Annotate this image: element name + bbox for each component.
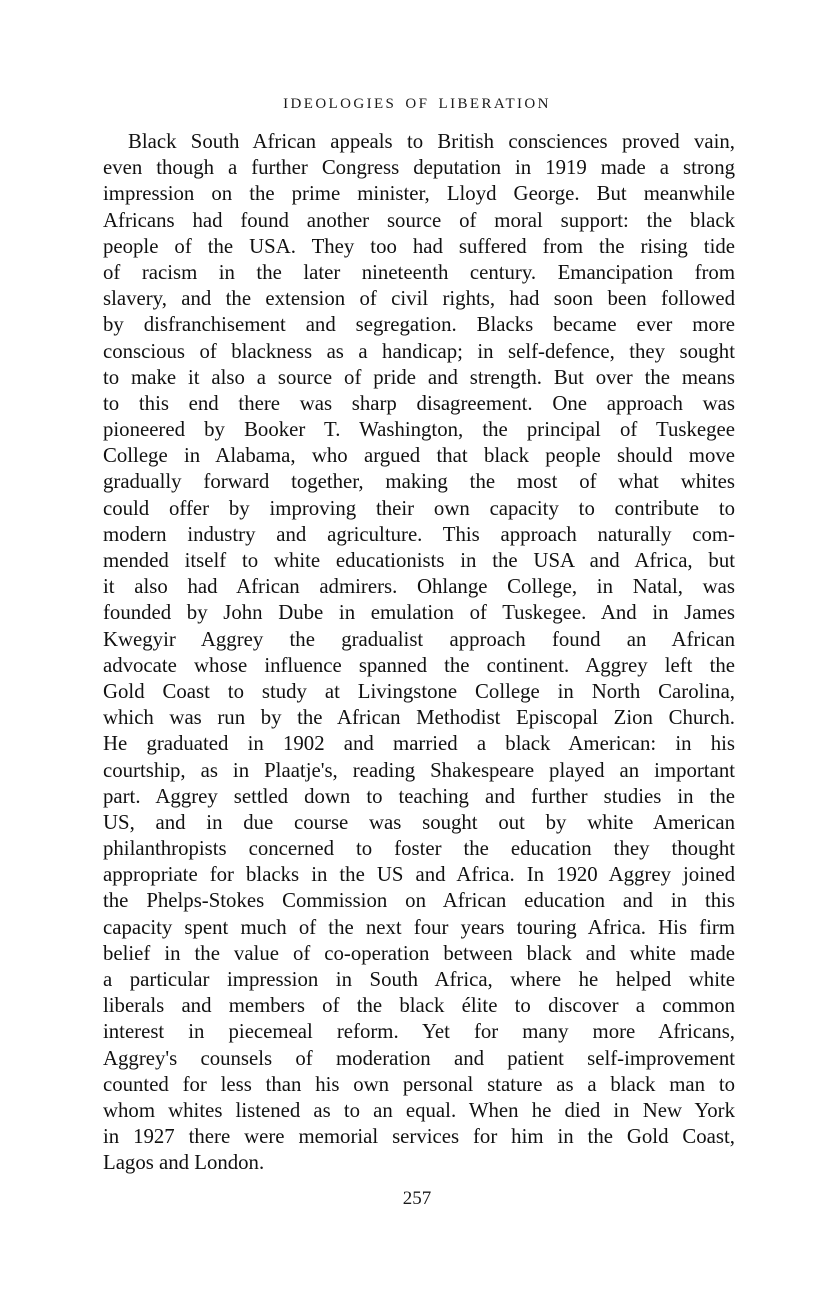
text-line: in 1927 there were memorial services for him in the Gold Coast, — [103, 1125, 735, 1149]
text-line: to make it also a source of pride and strength. But over the means — [103, 365, 735, 389]
text-line: courtship, as in Plaatje's, reading Shakespeare played an important — [103, 758, 735, 782]
text-line: Gold Coast to study at Livingstone College in North Carolina, — [103, 679, 735, 703]
text-line: Aggrey's counsels of moderation and patient self-improvement — [103, 1046, 735, 1070]
text-line: of racism in the later nineteenth century. Emancipation from — [103, 260, 735, 284]
text-line: Black South African appeals to British consciences proved vain, — [128, 130, 735, 153]
text-line: capacity spent much of the next four years touring Africa. His firm — [103, 915, 735, 939]
text-line: it also had African admirers. Ohlange College, in Natal, was — [103, 575, 735, 599]
running-head: IDEOLOGIES OF LIBERATION — [283, 96, 551, 112]
text-line: a particular impression in South Africa, where he helped white — [103, 968, 735, 991]
body-paragraph — [103, 129, 735, 1177]
text-line: He graduated in 1902 and married a black American: in his — [103, 732, 735, 756]
text-line: mended itself to white educationists in the USA and Africa, but — [103, 549, 735, 572]
text-line: slavery, and the extension of civil rights, had soon been followed — [103, 287, 735, 311]
text-line: impression on the prime minister, Lloyd George. But meanwhile — [103, 182, 735, 206]
text-line: modern industry and agriculture. This approach naturally com- — [103, 522, 735, 546]
text-line: College in Alabama, who argued that black people should move — [103, 444, 735, 468]
text-line: could offer by improving their own capacity to contribute to — [103, 496, 735, 520]
text-line: to this end there was sharp disagreement. One approach was — [103, 391, 735, 415]
text-line: Lagos and London. — [103, 1151, 265, 1175]
text-line: which was run by the African Methodist Episcopal Zion Church. — [103, 706, 735, 730]
text-line: Africans had found another source of moral support: the black — [103, 208, 735, 232]
text-line: belief in the value of co-operation between black and white made — [103, 941, 735, 965]
text-line: part. Aggrey settled down to teaching and further studies in the — [103, 784, 735, 808]
text-line: US, and in due course was sought out by white American — [103, 810, 735, 834]
text-line: philanthropists concerned to foster the education they thought — [103, 837, 735, 861]
text-line: by disfranchisement and segregation. Blacks became ever more — [103, 313, 735, 337]
text-line: liberals and members of the black élite to discover a common — [103, 994, 735, 1018]
text-line: pioneered by Booker T. Washington, the principal of Tuskegee — [103, 418, 735, 442]
text-line: advocate whose influence spanned the continent. Aggrey left the — [103, 653, 735, 677]
text-line: founded by John Dube in emulation of Tuskegee. And in James — [103, 601, 735, 625]
text-line: gradually forward together, making the most of what whites — [103, 470, 735, 494]
page-number: 257 — [402, 1188, 432, 1209]
text-line: counted for less than his own personal stature as a black man to — [103, 1072, 735, 1096]
text-line: the Phelps-Stokes Commission on African education and in this — [103, 889, 735, 913]
text-line: even though a further Congress deputation in 1919 made a strong — [103, 156, 735, 180]
text-line: people of the USA. They too had suffered from the rising tide — [103, 234, 735, 258]
text-line: appropriate for blacks in the US and Africa. In 1920 Aggrey joined — [103, 863, 735, 887]
text-line: interest in piecemeal reform. Yet for many more Africans, — [103, 1020, 735, 1044]
text-line: conscious of blackness as a handicap; in self-defence, they sought — [103, 339, 735, 363]
text-line: whom whites listened as to an equal. When he died in New York — [103, 1098, 735, 1122]
text-line: Kwegyir Aggrey the gradualist approach found an African — [103, 627, 735, 651]
